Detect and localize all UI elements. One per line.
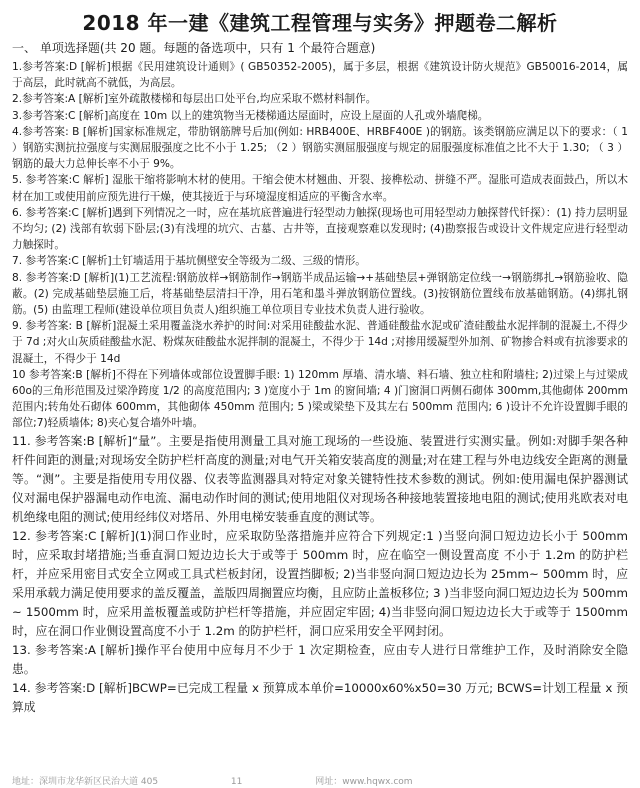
answer-item: 7. 参考答案:C [解析]土钉墙适用于基坑侧壁安全等级为二级、三级的情形。 xyxy=(12,255,366,268)
answer-item: 6. 参考答案:C [解析]遇到下列情况之一时，应在基坑底普遍进行轻型动力触探(现场也可用轻型动力触探替代钎探）：(1) 持力层明显不均匀; (2) 浅部有软弱下卧层;(3)有浅埋的坑穴、古墓、古井等，直接观察难以发现时; (4)勘察报告或设计文件规定应进行轻型动力触探时。 xyxy=(12,206,628,252)
answer-item: 5. 参考答案:C 解析] 湿胀干缩将影响木材的使用。干缩会使木材翘曲、开裂、接榫松动、拼缝不严。湿胀可造成表面鼓凸，所以木材在加工或使用前应预先进行干燥，使其接近于与环境湿度相适应的平衡含水率。 xyxy=(12,174,628,203)
footer-website: 网址：www.hqwx.com xyxy=(315,777,413,786)
answer-item: 12. 参考答案:C [解析](1)洞口作业时，应采取防坠落措施并应符合下列规定:1 )当竖向洞口短边边长小于 500mm 时，应采取封堵措施;当垂直洞口短边边长大于或等于 500mm 时，应在临空一侧设置高度 不小于 1.2m 的防护栏杆，并应采用密目式安全立网或工具式栏板封闭，设置挡脚板; 2)当非竖向洞口短边边长为 25mm~ 500mm 时，应采用承载力满足使用要求的盖反覆盖，盖版四周搁置应均衡，且应防止盖板移位; 3 )当非竖向洞口短边边长为 500mm ~ 1500mm 时，应采用盖板覆盖或防护栏杆等措施，并应固定牢固; 4)当非竖向洞口短边边长大于或等于 1500mm 时，应在洞口作业侧设置高度不小于 1.2m 的防护栏杆，洞口应采用安全平网封闭。 xyxy=(12,528,628,638)
page-footer xyxy=(12,774,628,786)
answer-item: 11. 参考答案:B [解析]“量”。主要是指使用测量工具对施工现场的一些设施、装置进行实测实量。例如:对脚手架各种杆件间距的测量;对现场安全防护栏杆高度的测量;对电气开关箱安装高度的测量;对在建工程与外电边线安全距离的测量等。“测”。主要是指使用专用仪器、仪表等监测器具对特定对象关键特性技术参数的测试。例如:使用漏电保护器测试仪对漏电保护器漏电动作电流、漏电动作时间的测试;使用地阻仪对现场各种接地装置接地电阻的测试;使用兆欧表对电机绝缘电阻的测试;使用经纬仪对塔吊、外用电梯安装垂直度的测试等。 xyxy=(12,433,628,524)
document-title: 2018 年一建《建筑工程管理与实务》押题卷二解析 xyxy=(82,11,558,35)
section-heading: 一、 单项选择题(共 20 题。每题的备选项中，只有 1 个最符合题意) xyxy=(12,41,376,55)
answer-item: 2.参考答案:A [解析]室外疏散楼梯和每层出口处平台,均应采取不燃材料制作。 xyxy=(12,93,377,106)
answer-item: 13. 参考答案:A [解析]操作平台使用中应每月不少于 1 次定期检查，应由专人进行日常维护工作，及时消除安全隐患。 xyxy=(12,642,628,676)
answer-item: 14. 参考答案:D [解析]BCWP=已完成工程量 x 预算成本单价=10000x60%x50=30 万元; BCWS=计划工程量 x 预算成 xyxy=(12,680,628,714)
footer-page-number: 11 xyxy=(230,777,243,786)
answer-item: 9. 参考答案: B [解析]混凝土采用覆盖浇水养护的时间:对采用硅酸盐水泥、普通硅酸盐水泥或矿渣硅酸盐水泥拌制的混凝土,不得少于 7d ;对火山灰质硅酸盐水泥、粉煤灰硅酸盐水泥拌制的混凝土，不得少于 14d ;对掺用缓凝型外加剂、矿物掺合料或有抗渗要求的混凝土，不得少于 14d xyxy=(12,320,628,365)
footer-address: 地址：深圳市龙华新区民治大道 405 xyxy=(12,777,159,786)
answer-item: 1.参考答案:D [解析]根据《民用建筑设计通则》( GB50352-2005)，属于多层，根据《建筑设计防火规范》GB50016-2014，属于高层，此时就高不就低，为高层。 xyxy=(12,61,628,90)
answer-item: 4.参考答案: B [解析]国家标准规定，带肋钢筋牌号后加(例如: HRB400E、HRBF400E )的钢筋。该类钢筋应满足以下的要求：（ 1 ）钢筋实测抗拉强度与实测屈服强度之比不小于 1.25; （2 ）钢筋实测屈服强度与规定的屈服强度标准值之比不大于 1.30; （ 3 ）钢筋的最大力总伸长率不小于 9%。 xyxy=(12,125,628,171)
answer-item: 10 参考答案:B [解析]不得在下列墙体或部位设置脚手眼: 1) 120mm 厚墙、清水墙、料石墙、独立柱和附墙柱; 2)过梁上与过梁成 60o的三角形范围及过梁净跨度 1/2 的高度范围内; 3 )宽度小于 1m 的窗间墙; 4 )门窗洞口两侧石砌体 300mm,其他砌体 200mm 范围内;转角处石砌体 600mm，其他砌体 450mm 范围内; 5 )梁或梁垫下及其左右 500mm 范围内; 6 )设计不允许设置脚手眼的部位;7)轻质墙体; 8)夹心复合墙外叶墙。 xyxy=(12,368,628,430)
answer-list xyxy=(12,59,628,717)
answer-item: 8. 参考答案:D [解析](1)工艺流程:钢筋放样→钢筋制作→钢筋半成品运输→+基础垫层+弹钢筋定位线一→钢筋绑扎→钢筋验收、隐蔽。(2) 完成基础垫层施工后，将基础垫层清扫干净，用石笔和墨斗弹放钢筋位置线。(3)按钢筋位置线布放基础钢筋。(4)绑扎钢筋。(5) 由监理工程师(建设单位项目负责人)组织施工单位项目专业技术负责人进行验收。 xyxy=(12,271,628,317)
answer-item: 3.参考答案:C [解析]高度在 10m 以上的建筑物当无楼梯通达屋面时，应设上屋面的人孔或外墙爬梯。 xyxy=(12,109,489,122)
